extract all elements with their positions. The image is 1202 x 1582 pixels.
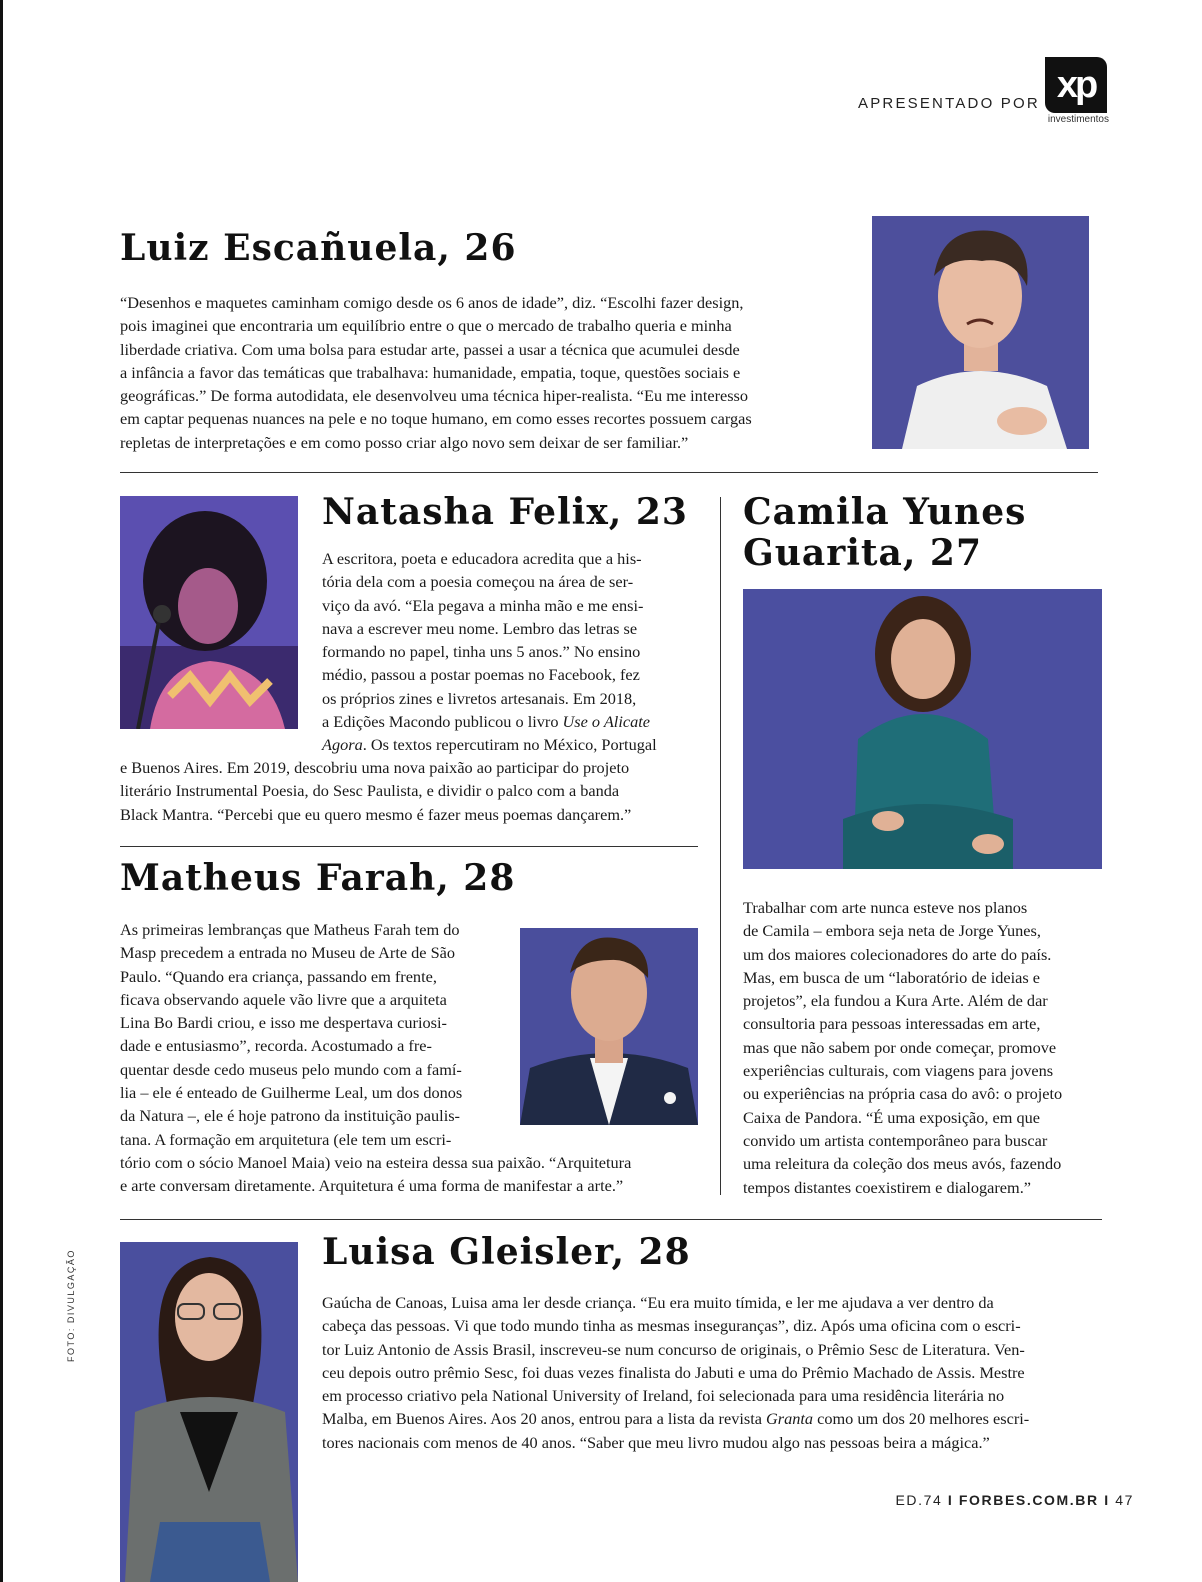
divider [120, 472, 1098, 473]
text-line: a infância a favor das temáticas que trabalhava: humanidade, empatia, toque, questões sociais e [120, 362, 741, 382]
profile-name-natasha: Natasha Felix, 23 [322, 491, 688, 533]
portrait-illustration [872, 216, 1089, 449]
text-line: um dos maiores colecionadores do arte do país. [743, 944, 1052, 964]
text-line: A escritora, poeta e educadora acredita que a his- [322, 549, 642, 568]
text-line: tor Luiz Antonio de Assis Brasil, inscreveu-se num concurso de originais, o Prêmio Sesc de Literatura. Ven- [322, 1339, 1025, 1359]
text-line: quentar desde cedo museus pelo mundo com a famí- [120, 1059, 462, 1079]
text-line: formando no papel, tinha uns 5 anos.” No ensino [322, 642, 641, 662]
profile-text-matheus-narrow [120, 918, 498, 1151]
text-line: em captar pequenas nuances na pele e no toque humano, em como esses recortes possuem cargas [120, 409, 752, 429]
text-line: As primeiras lembranças que Matheus Farah tem do [120, 920, 460, 939]
profile-text-natasha-narrow [322, 547, 698, 757]
text-line: liberdade criativa. Com uma bolsa para estudar arte, passei a usar a técnica que acumulei desde [120, 339, 740, 359]
divider [120, 1219, 1102, 1220]
profile-text-natasha-wide [120, 756, 698, 826]
text-line: tores nacionais com menos de 40 anos. “Saber que meu livro mudou algo nas pessoas beira a mágica.” [322, 1432, 990, 1452]
text-line [322, 1407, 1102, 1430]
text-line: médio, passou a postar poemas no Facebook, fez [322, 665, 640, 685]
edition: ED.74 [895, 1492, 943, 1508]
text-line: convido um artista contemporâneo para buscar [743, 1130, 1048, 1150]
photo-natasha [120, 496, 298, 729]
text-line: ou experiências na própria casa do avô: o projeto [743, 1084, 1063, 1104]
text-line: e Buenos Aires. Em 2019, descobriu uma nova paixão ao participar do projeto [120, 758, 630, 777]
profile-name-camila [743, 492, 1026, 574]
name-line: Guarita, 27 [743, 532, 983, 574]
text-line: projetos”, ela fundou a Kura Arte. Além de dar [743, 991, 1048, 1011]
page-footer [895, 1492, 1134, 1508]
text-line: lia – ele é enteado de Guilherme Leal, um dos donos [120, 1083, 463, 1103]
text-line: ficava observando aquele vão livre que a arquiteta [120, 989, 447, 1009]
text-line: geográficas.” De forma autodidata, ele desenvolveu uma técnica hiper-realista. “Eu me interesso [120, 386, 749, 406]
profile-text-camila [743, 896, 1098, 1199]
column-divider [720, 497, 721, 1195]
text-line [322, 733, 698, 756]
text-line: Mas, em busca de um “laboratório de ideias e [743, 967, 1041, 987]
xp-logo: xp [1045, 57, 1107, 113]
text-line: da Natura –, ele é hoje patrono da instituição paulis- [120, 1106, 460, 1126]
profile-text-luiz [120, 291, 847, 454]
photo-luiz [872, 216, 1089, 449]
portrait-illustration [520, 928, 698, 1125]
text-fragment: como um dos 20 melhores escri- [813, 1409, 1030, 1429]
profile-name-luisa: Luisa Gleisler, 28 [322, 1231, 691, 1273]
portrait-illustration [120, 496, 298, 729]
text-line [322, 710, 698, 733]
text-line: uma releitura da coleção dos meus avós, fazendo [743, 1154, 1062, 1174]
text-line: Trabalhar com arte nunca esteve nos planos [743, 898, 1028, 917]
photo-luisa [120, 1242, 298, 1582]
separator: I [1104, 1492, 1110, 1508]
text-line: os próprios zines e livretos artesanais. Em 2018, [322, 688, 637, 708]
text-line: repletas de interpretações e em como posso criar algo novo sem deixar de ser familiar.” [120, 432, 689, 452]
sponsor-label: APRESENTADO POR [858, 95, 1040, 112]
text-line: tempos distantes coexistirem e dialogarem.” [743, 1177, 1031, 1197]
text-line: “Desenhos e maquetes caminham comigo desde os 6 anos de idade”, diz. “Escolhi fazer design, [120, 293, 744, 312]
text-line: e arte conversam diretamente. Arquitetura é uma forma de manifestar a arte.” [120, 1176, 624, 1196]
profile-text-luisa [322, 1291, 1102, 1454]
book-title: Agora [322, 735, 363, 755]
text-fragment: a Edições Macondo publicou o livro [322, 712, 563, 732]
text-line: pois imaginei que encontraria um equilíbrio entre o que o mercado de trabalho queria e minha [120, 316, 732, 336]
text-line: consultoria para pessoas interessadas em arte, [743, 1014, 1041, 1034]
portrait-illustration [743, 589, 1102, 869]
site-url: FORBES.COM.BR [958, 1492, 1099, 1508]
text-fragment: . Os textos repercutiram no México, Portugal [362, 735, 657, 755]
text-line: Black Mantra. “Percebi que eu quero mesmo é fazer meus poemas dançarem.” [120, 804, 632, 824]
separator: I [947, 1492, 954, 1508]
text-line: literário Instrumental Poesia, do Sesc Paulista, e dividir o palco com a banda [120, 781, 620, 801]
page-number: 47 [1115, 1492, 1134, 1508]
text-line: nava a escrever meu nome. Lembro das letras se [322, 618, 638, 638]
text-line: Lina Bo Bardi criou, e isso me despertava curiosi- [120, 1013, 447, 1033]
text-line: cabeça das pessoas. Vi que todo mundo tinha as mesmas inseguranças”, diz. Após uma oficina com o escri- [322, 1316, 1021, 1336]
text-line: mas que não sabem por onde começar, promove [743, 1037, 1057, 1057]
text-line: tória dela com a poesia começou na área de ser- [322, 572, 634, 592]
magazine-title: Granta [766, 1409, 814, 1429]
photo-matheus [520, 928, 698, 1125]
book-title: Use o Alicate [562, 712, 650, 732]
xp-logo-subtitle: investimentos [1047, 114, 1109, 125]
text-line: experiências culturais, com viagens para jovens [743, 1061, 1054, 1081]
profile-name-luiz: Luiz Escañuela, 26 [120, 227, 517, 269]
profile-text-matheus-wide [120, 1151, 698, 1198]
text-line: Gaúcha de Canoas, Luisa ama ler desde criança. “Eu era muito tímida, e ler me ajudava a ver dentro da [322, 1293, 994, 1312]
text-line: dade e entusiasmo”, recorda. Acostumado a fre- [120, 1036, 432, 1056]
name-line: Camila Yunes [743, 491, 1027, 533]
text-line: Masp precedem a entrada no Museu de Arte de São [120, 943, 456, 963]
profile-name-matheus: Matheus Farah, 28 [120, 857, 516, 899]
text-line: viço da avó. “Ela pegava a minha mão e me ensi- [322, 595, 644, 615]
divider [120, 846, 698, 847]
text-line: de Camila – embora seja neta de Jorge Yunes, [743, 921, 1041, 941]
text-line: em processo criativo pela National University of Ireland, foi selecionada para uma residência literária no [322, 1386, 1005, 1406]
text-line: tana. A formação em arquitetura (ele tem um escri- [120, 1129, 452, 1149]
photo-camila [743, 589, 1102, 869]
portrait-illustration [120, 1242, 298, 1582]
text-fragment: Malba, em Buenos Aires. Aos 20 anos, entrou para a lista da revista [322, 1409, 767, 1429]
text-line: Caixa de Pandora. “É uma exposição, em que [743, 1107, 1041, 1127]
text-line: ceu depois outro prêmio Sesc, foi duas vezes finalista do Jabuti e uma do Prêmio Machado de Assis. Mestre [322, 1362, 1025, 1382]
text-line: Paulo. “Quando era criança, passando em frente, [120, 966, 437, 986]
text-line: tório com o sócio Manoel Maia) veio na esteira dessa sua paixão. “Arquitetura [120, 1153, 632, 1172]
photo-credit: FOTO: DIVULGAÇÃO [66, 1249, 76, 1362]
page-edge [0, 0, 3, 1582]
